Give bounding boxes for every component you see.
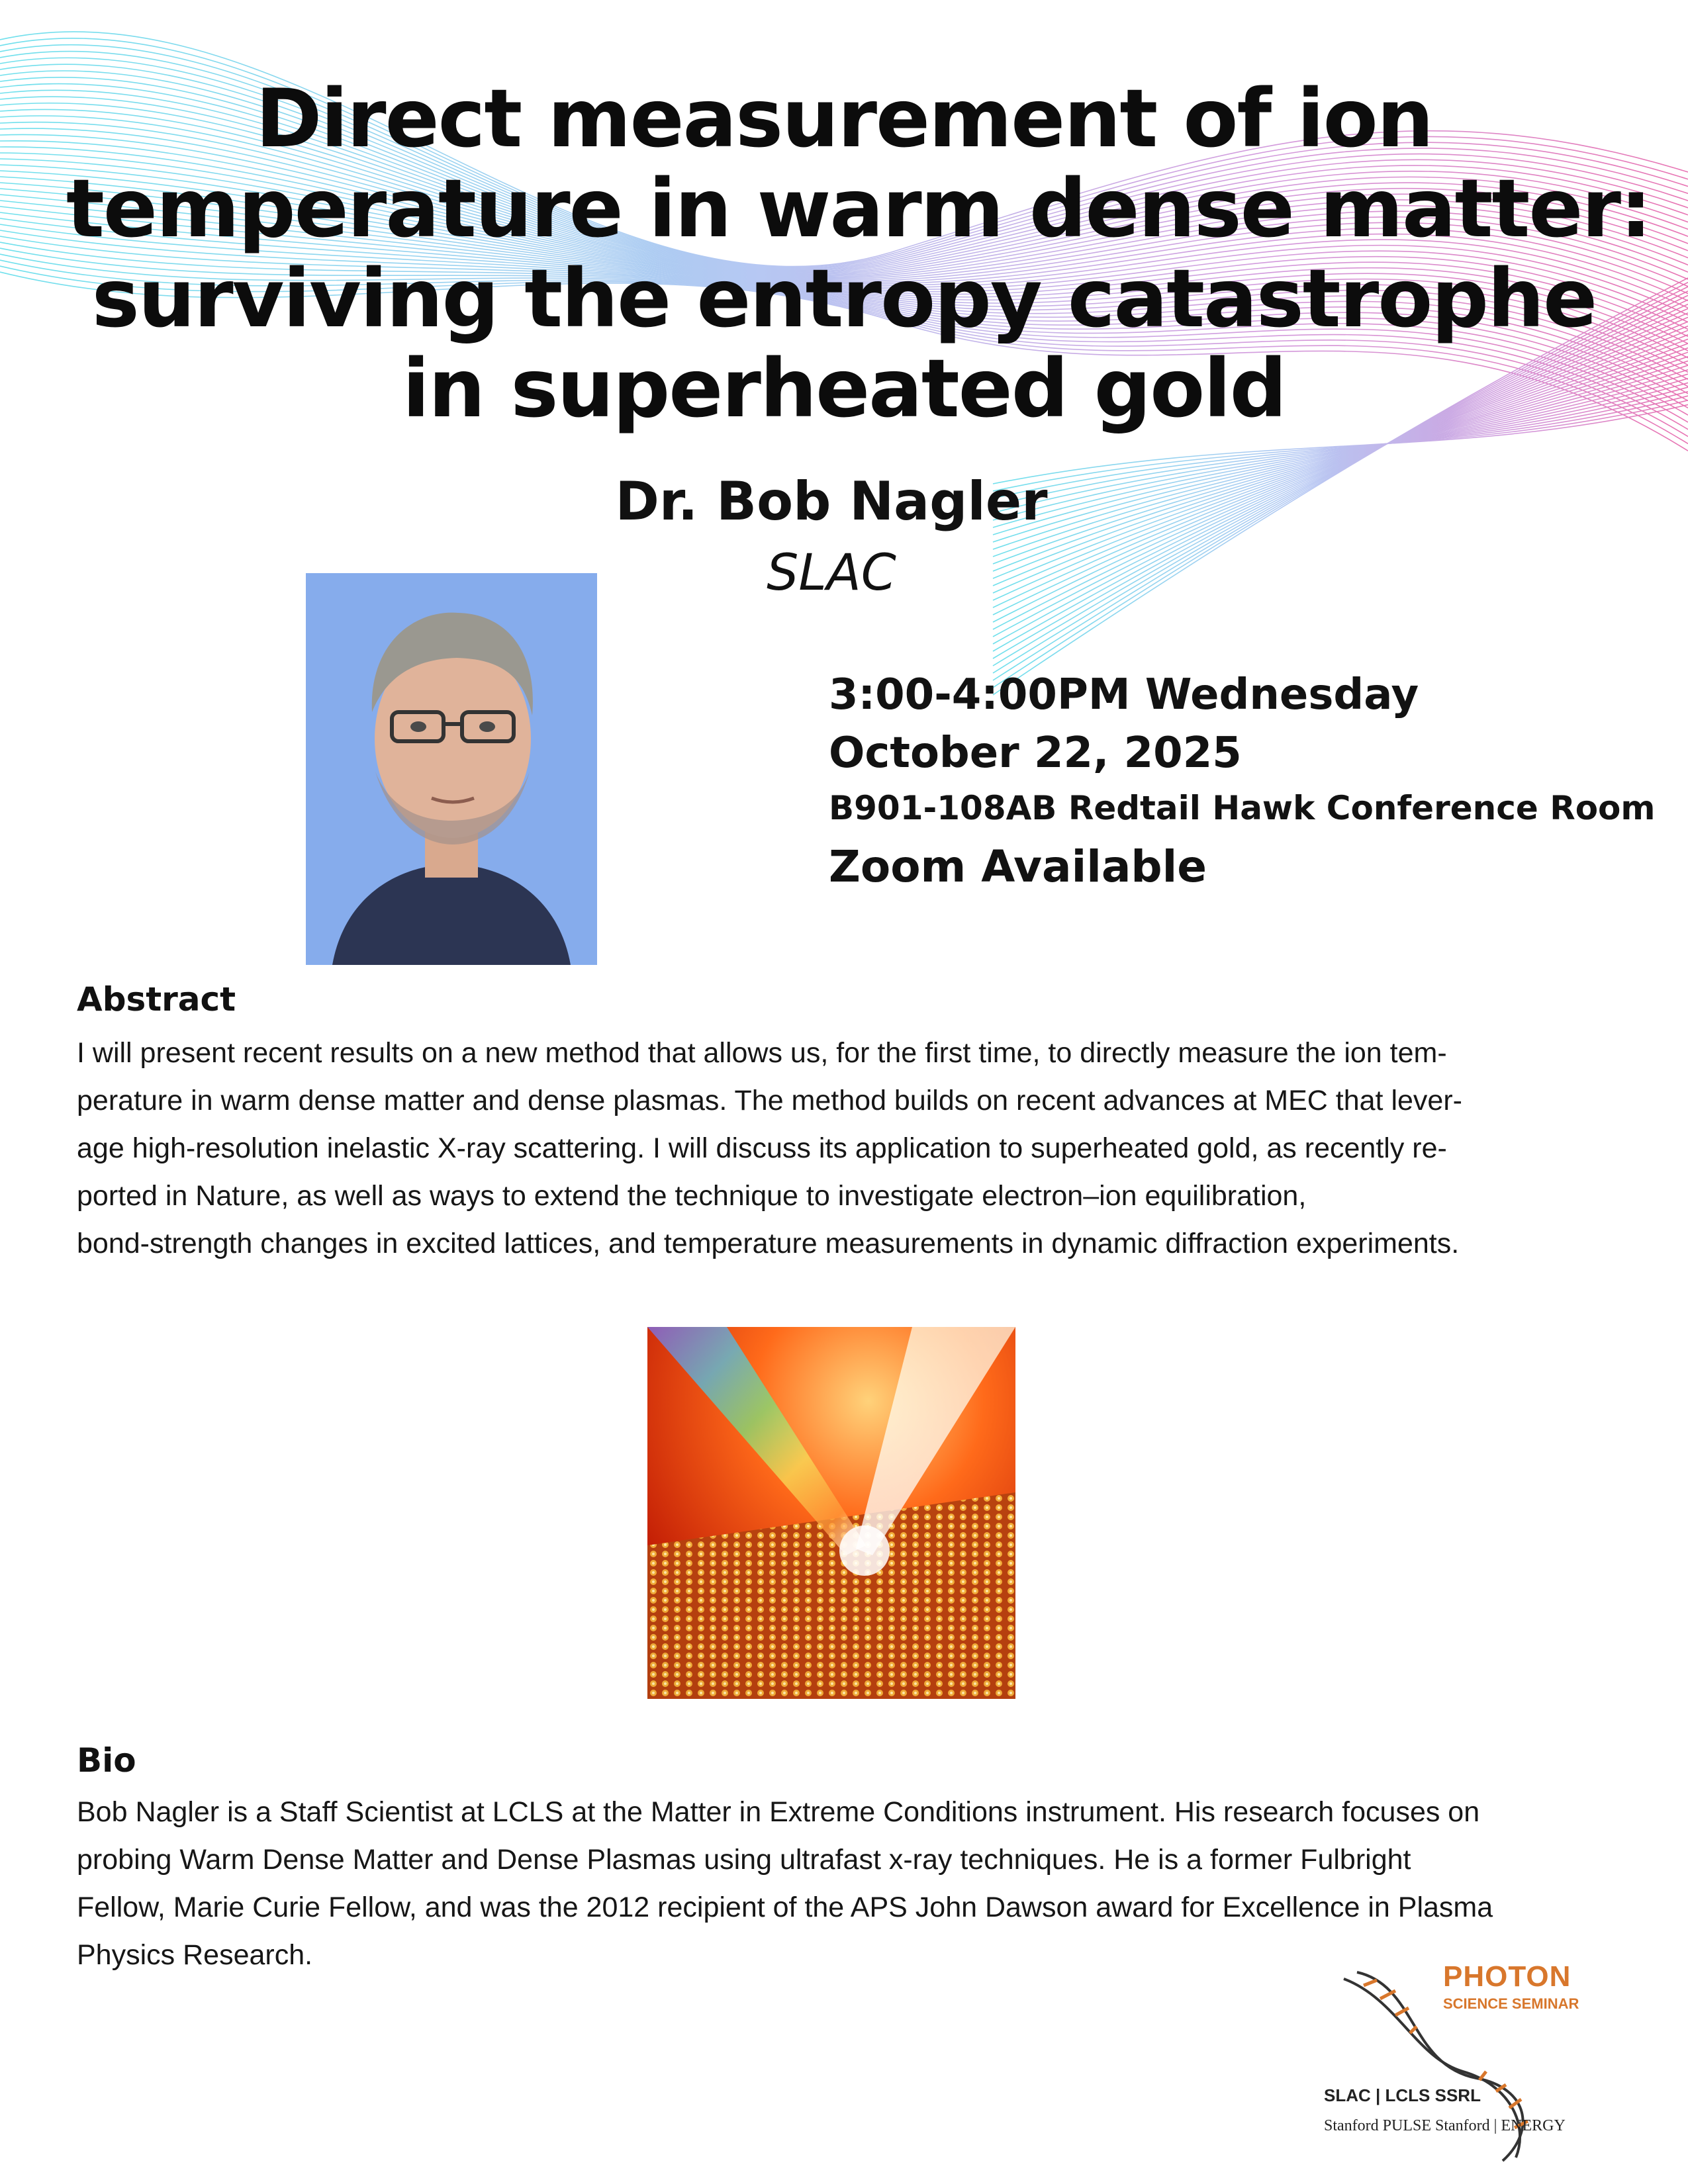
- bio-line: Fellow, Marie Curie Fellow, and was the 2012 recipient of the APS John Dawson award for Excellence in Plasma: [77, 1891, 1493, 1923]
- speaker-name: Dr. Bob Nagler: [615, 471, 1048, 532]
- xray-scattering-illustration: [647, 1327, 1015, 1699]
- title-line: surviving the entropy catastrophe: [91, 252, 1597, 345]
- event-room: B901-108AB Redtail Hawk Conference Room: [829, 789, 1656, 827]
- photon-seminar-subtitle: SCIENCE SEMINAR: [1443, 1995, 1579, 2012]
- abstract-line: ported in Nature, as well as ways to extend the technique to investigate electron–ion equilibration,: [77, 1180, 1307, 1212]
- event-date: October 22, 2025: [829, 729, 1242, 778]
- title-line: temperature in warm dense matter:: [66, 162, 1651, 255]
- bio-line: Bob Nagler is a Staff Scientist at LCLS at the Matter in Extreme Conditions instrument. His research focuses on: [77, 1796, 1480, 1828]
- seminar-title: [66, 72, 1651, 435]
- bio-line: probing Warm Dense Matter and Dense Plasmas using ultrafast x-ray techniques. He is a former Fulbright: [77, 1844, 1411, 1876]
- title-line: Direct measurement of ion: [256, 72, 1432, 165]
- partner-logos-row: Stanford PULSE Stanford | ENERGY: [1324, 2117, 1566, 2134]
- abstract-line: I will present recent results on a new method that allows us, for the first time, to directly measure the ion tem-: [77, 1037, 1447, 1069]
- abstract-line: perature in warm dense matter and dense plasmas. The method builds on recent advances at MEC that lever-: [77, 1085, 1462, 1116]
- speaker-portrait-image: [306, 573, 597, 965]
- abstract-text: [77, 1029, 1462, 1267]
- photon-seminar-title: PHOTON: [1443, 1960, 1571, 1993]
- abstract-heading: Abstract: [77, 980, 236, 1019]
- bio-heading: Bio: [77, 1741, 136, 1780]
- speaker-affiliation: SLAC: [767, 543, 896, 602]
- abstract-line: bond-strength changes in excited lattices, and temperature measurements in dynamic diffraction experiments.: [77, 1228, 1460, 1259]
- illustration-image: [647, 1327, 1015, 1699]
- event-zoom: Zoom Available: [829, 841, 1207, 892]
- abstract-line: age high-resolution inelastic X-ray scattering. I will discuss its application to superheated gold, as recently re-: [77, 1132, 1447, 1164]
- title-line: in superheated gold: [402, 342, 1286, 435]
- event-details: [829, 665, 1656, 899]
- bio-text: [77, 1788, 1493, 1979]
- event-time: 3:00-4:00PM Wednesday: [829, 670, 1419, 719]
- speaker-photo: [306, 573, 597, 965]
- lab-logos-row: SLAC | LCLS SSRL: [1324, 2085, 1481, 2105]
- bio-line: Physics Research.: [77, 1939, 313, 1971]
